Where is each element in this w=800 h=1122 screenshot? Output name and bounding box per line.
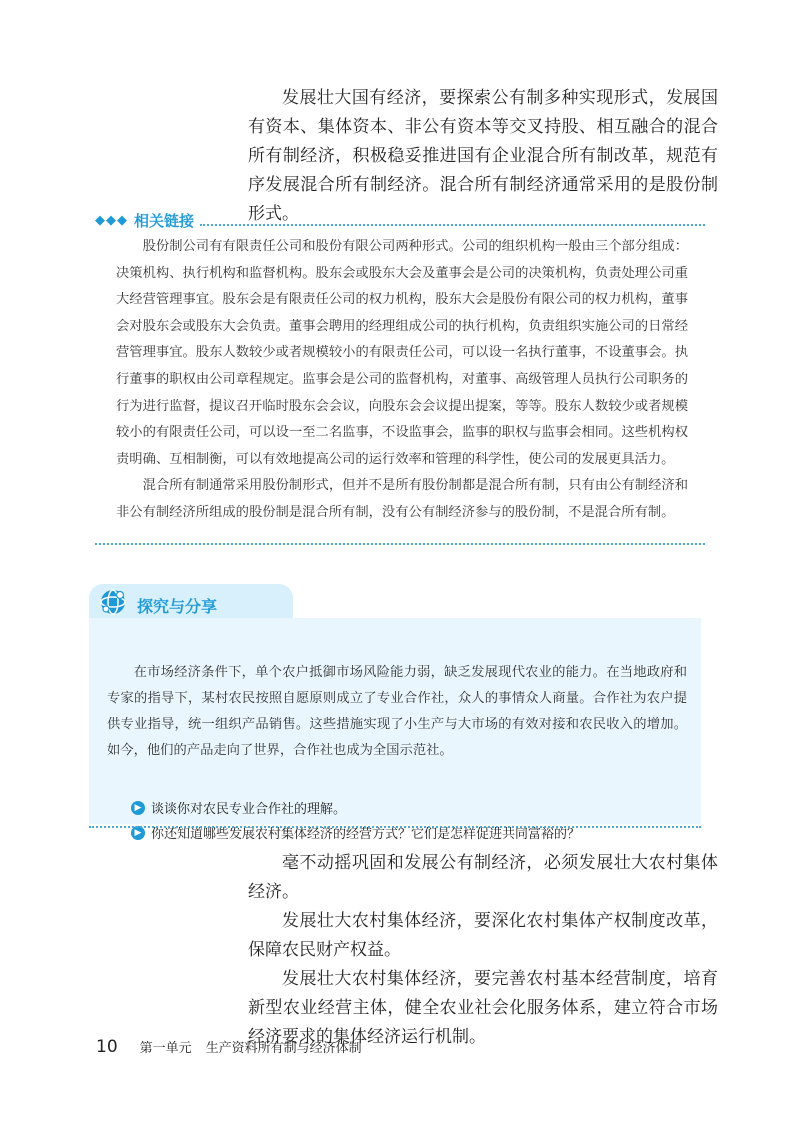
explore-text	[107, 660, 687, 764]
closing-paragraph: 毫不动摇巩固和发展公有制经济，必须发展壮大农村集体经济。	[248, 853, 718, 902]
page-footer	[96, 1037, 362, 1057]
closing-paragraph: 发展壮大农村集体经济，要完善农村基本经营制度，培育新型农业经营主体，健全农业社会化服务体系，建立符合市场经济要求的集体经济运行机制。	[248, 969, 718, 1047]
explore-share-box	[89, 584, 701, 842]
closing-paragraph: 发展壮大农村集体经济，要深化农村集体产权制度改革，保障农民财产权益。	[248, 911, 718, 960]
unit-label: 第一单元	[139, 1041, 192, 1056]
play-arrow-icon: ▶	[131, 801, 145, 815]
explore-end-divider	[89, 826, 701, 828]
globe-icon	[99, 588, 127, 616]
related-link-body	[116, 234, 688, 527]
page-number: 10	[96, 1037, 118, 1057]
intro-paragraph: 发展壮大国有经济，要探索公有制多种实现形式，发展国有资本、集体资本、非公有资本等交叉持股、相互融合的混合所有制经济，积极稳妥推进国有企业混合所有制改革，规范有序发展混合所有制经济。混合所有制经济通常采用的是股份制形式。	[248, 88, 718, 224]
related-link-header	[95, 208, 705, 232]
question-text: 你还知道哪些发展农村集体经济的经营方式？它们是怎样促进共同富裕的？	[151, 827, 581, 842]
explore-body	[89, 618, 701, 842]
play-arrow-icon: ▶	[131, 826, 145, 840]
related-link-paragraph: 混合所有制通常采用股份制形式，但并不是所有股份制都是混合所有制，只有由公有制经济和非公有制经济所组成的股份制是混合所有制，没有公有制经济参与的股份制，不是混合所有制。	[116, 478, 688, 520]
question-text: 谈谈你对农民专业合作社的理解。	[151, 802, 347, 817]
question-item	[131, 798, 346, 817]
closing-section	[248, 849, 718, 1052]
diamond-bullets-icon: ◆◆◆	[95, 212, 128, 228]
explore-title: 探究与分享	[137, 597, 218, 616]
chapter-title: 生产资料所有制与经济体制	[205, 1041, 362, 1056]
related-link-end-divider	[95, 543, 705, 545]
related-link-paragraph: 股份制公司有有限责任公司和股份有限公司两种形式。公司的组织机构一般由三个部分组成：决策机构、执行机构和监督机构。股东会或股东大会及董事会是公司的决策机构，负责处理公司重大经营管理事宜。股东会是有限责任公司的权力机构，股东大会是股份有限公司的权力机构，董事会对股东会或股东大会负责。董事会聘用的经理组成公司的执行机构，负责组织实施公司的日常经营管理事宜。股东人数较少或者规模较小的有限责任公司，可以设一名执行董事，不设董事会。执行董事的职权由公司章程规定。监事会是公司的监督机构，对董事、高级管理人员执行公司职务的行为进行监督，提议召开临时股东会会议，向股东会会议提出提案，等等。股东人数较少或者规模较小的有限责任公司，可以设一至二名监事，不设监事会，监事的职权与监事会相同。这些机构权责明确、互相制衡，可以有效地提高公司的运行效率和管理的科学性，使公司的发展更具活力。	[116, 239, 688, 467]
explore-paragraph: 在市场经济条件下，单个农户抵御市场风险能力弱，缺乏发展现代农业的能力。在当地政府和专家的指导下，某村农民按照自愿原则成立了专业合作社，众人的事情众人商量。合作社为农户提供专业指导，统一组织产品销售。这些措施实现了小生产与大市场的有效对接和农民收入的增加。如今，他们的产品走向了世界，合作社也成为全国示范社。	[107, 665, 687, 758]
related-link-title: 相关链接	[134, 211, 195, 230]
dotted-divider	[200, 214, 705, 226]
